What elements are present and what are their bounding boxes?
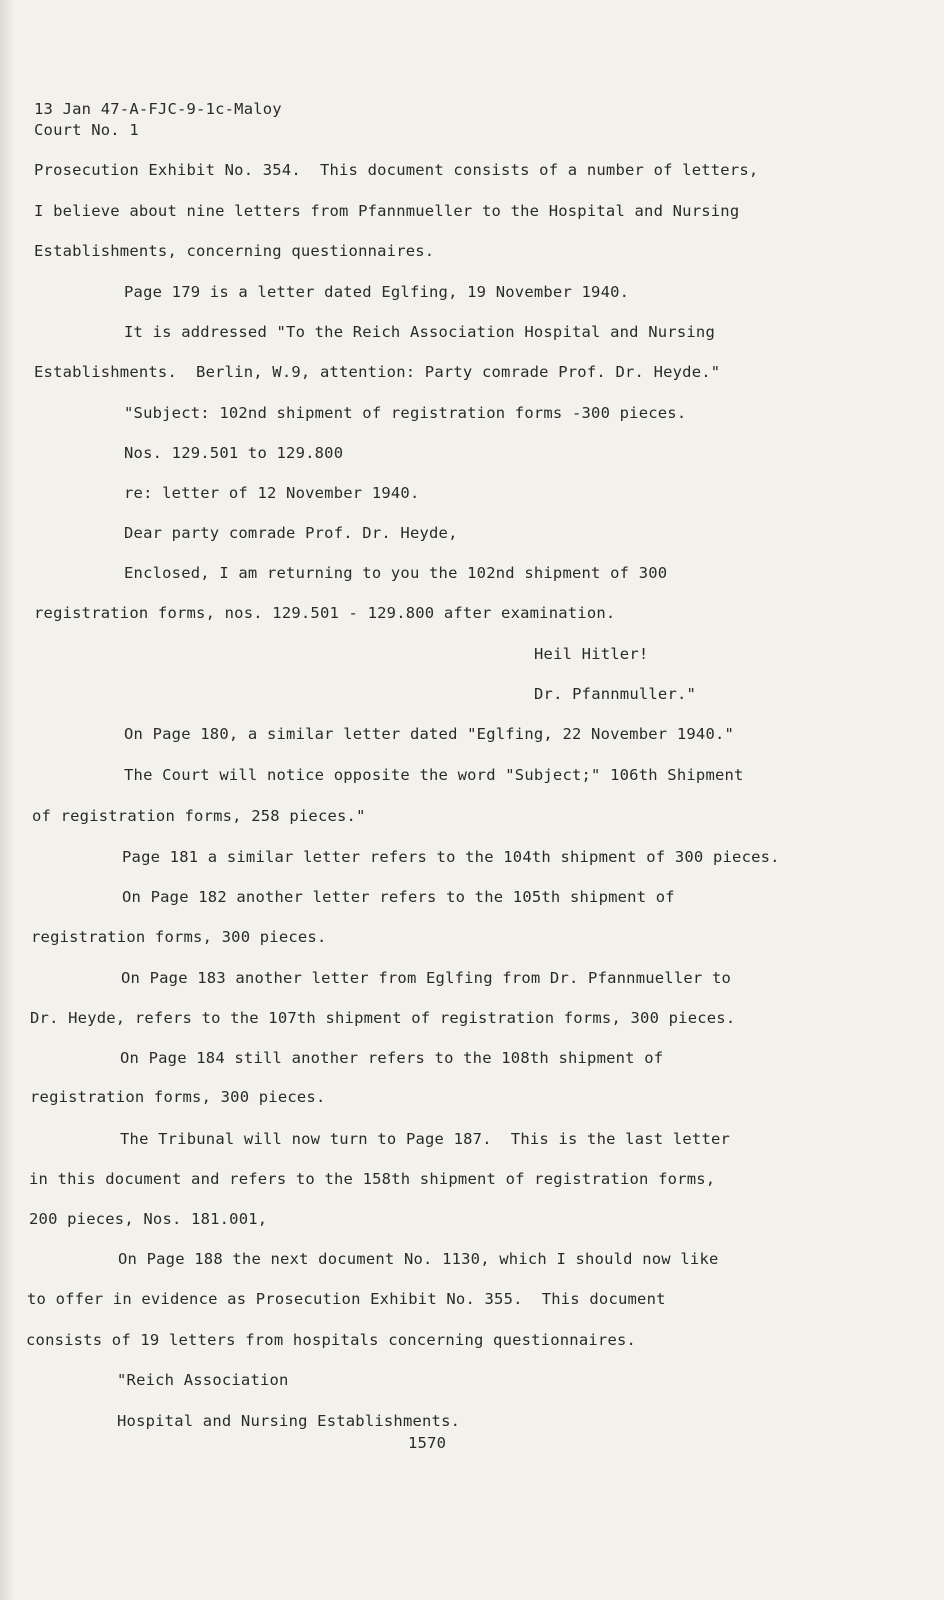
text-line: Nos. 129.501 to 129.800 xyxy=(124,444,344,462)
text-line: "Reich Association xyxy=(117,1371,289,1389)
text-line: registration forms, 300 pieces. xyxy=(31,928,327,946)
text-line: Establishments. Berlin, W.9, attention: Party comrade Prof. Dr. Heyde." xyxy=(34,363,721,381)
closing-salutation: Heil Hitler! xyxy=(534,645,649,663)
text-line: to offer in evidence as Prosecution Exhibit No. 355. This document xyxy=(27,1290,666,1308)
text-line: It is addressed "To the Reich Association Hospital and Nursing xyxy=(124,323,715,341)
text-line: The Tribunal will now turn to Page 187. This is the last letter xyxy=(120,1130,731,1148)
text-line: Hospital and Nursing Establishments. xyxy=(117,1412,461,1430)
text-line: of registration forms, 258 pieces." xyxy=(32,807,366,825)
page-edge-shadow xyxy=(0,0,14,1600)
text-line: Prosecution Exhibit No. 354. This document consists of a number of letters, xyxy=(34,161,759,179)
text-line: Dr. Heyde, refers to the 107th shipment of registration forms, 300 pieces. xyxy=(30,1009,736,1027)
text-line: re: letter of 12 November 1940. xyxy=(124,484,420,502)
text-line: On Page 188 the next document No. 1130, which I should now like xyxy=(118,1250,719,1268)
page-number: 1570 xyxy=(408,1434,447,1452)
text-line: On Page 183 another letter from Eglfing from Dr. Pfannmueller to xyxy=(121,969,732,987)
text-line: On Page 182 another letter refers to the 105th shipment of xyxy=(122,888,675,906)
text-line: consists of 19 letters from hospitals concerning questionnaires. xyxy=(26,1331,637,1349)
text-line: On Page 184 still another refers to the 108th shipment of xyxy=(120,1049,664,1067)
text-line: I believe about nine letters from Pfannmueller to the Hospital and Nursing xyxy=(34,202,740,220)
text-line: in this document and refers to the 158th shipment of registration forms, xyxy=(29,1170,716,1188)
text-line: Page 179 is a letter dated Eglfing, 19 November 1940. xyxy=(124,283,630,301)
text-line: Establishments, concerning questionnaires. xyxy=(34,242,435,260)
signature-line: Dr. Pfannmuller." xyxy=(534,685,697,703)
text-line: On Page 180, a similar letter dated "Eglfing, 22 November 1940." xyxy=(124,725,735,743)
text-line: 200 pieces, Nos. 181.001, xyxy=(29,1210,268,1228)
text-line: registration forms, nos. 129.501 - 129.800 after examination. xyxy=(34,604,616,622)
text-line: Enclosed, I am returning to you the 102nd shipment of 300 xyxy=(124,564,668,582)
text-line: "Subject: 102nd shipment of registration forms -300 pieces. xyxy=(124,404,687,422)
text-line: registration forms, 300 pieces. xyxy=(30,1088,326,1106)
text-line: Page 181 a similar letter refers to the 104th shipment of 300 pieces. xyxy=(122,848,780,866)
header-court: Court No. 1 xyxy=(34,121,139,139)
text-line: Dear party comrade Prof. Dr. Heyde, xyxy=(124,524,458,542)
text-line: The Court will notice opposite the word "Subject;" 106th Shipment xyxy=(124,766,744,784)
header-ref: 13 Jan 47-A-FJC-9-1c-Maloy xyxy=(34,100,282,118)
